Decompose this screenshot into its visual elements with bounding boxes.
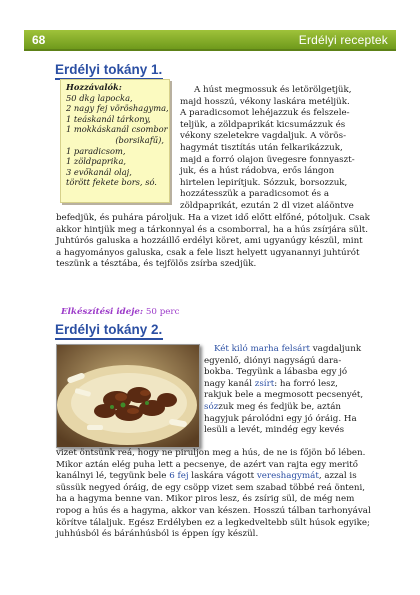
text-line: egyenlő, diónyi nagyságú dara-: [204, 355, 342, 366]
ingredient-item: 50 dkg lapocka,: [66, 92, 133, 103]
recipe1-title: Erdélyi tokány 1.: [55, 62, 163, 77]
ingredient-item: 1 paradicsom,: [66, 145, 126, 156]
text-line: akkor hintjük meg a tárkonnyal és a csomborral, ha a hús zsírjára sült.: [56, 224, 368, 235]
ingredients-title: Hozzávalók:: [66, 82, 122, 92]
ingredient-item: (borsikafű),: [115, 134, 164, 145]
ingredient-item: 2 nagy fej vöröshagyma,: [66, 103, 169, 114]
text-line: Mikor aztán elég puha lett a pecsenye, de azért van rajta egy meritő: [56, 459, 358, 470]
text-fragment: laskára vágott: [188, 471, 257, 482]
text-line: [204, 402, 386, 414]
page-header: [24, 30, 396, 49]
text-fragment: : ha forró lesz,: [274, 378, 338, 389]
header-rule: [24, 49, 396, 51]
text-line: lesüli a levét, mindég egy kevés: [204, 425, 345, 436]
text-fragment: vagdaljunk: [310, 344, 362, 354]
page-number: 68: [32, 32, 46, 47]
text-line: Juhtúrós galuska a hozzáillő erdélyi köret, ami ugyanúgy készül, mint: [56, 236, 363, 247]
text-line: majd a forró olajon üvegesre fonnyaszt-: [180, 154, 355, 165]
prep-time: [61, 307, 179, 317]
text-line: süssük negyed óráig, de egy csöpp vizet sem szabad többé reá önteni,: [56, 482, 366, 493]
highlight-ingredient: zsírt: [254, 378, 275, 389]
recipe1-body-full: [56, 213, 386, 271]
text-line: hozzátesszük a paradicsomot és a: [180, 189, 330, 200]
text-line: [204, 344, 386, 356]
ingredient-item: 1 zöldpaprika,: [66, 156, 127, 167]
text-line: juk, és a húst rádobva, erős lángon: [180, 166, 335, 177]
text-line: hirtelen lepirítjuk. Sózzuk, borsozzuk,: [180, 177, 348, 188]
highlight-ingredient: Két kiló marha felsárt: [214, 344, 310, 354]
text-line: hagyjuk párolódni egy jó óráig. Ha: [204, 413, 357, 424]
text-line: vizet öntsünk reá, hogy ne piruljon meg a hús, de ne is főjön bő lében.: [56, 448, 366, 458]
text-line: hagymát tisztítás után felkarikázzuk,: [180, 142, 343, 153]
text-line: vékony szeletekre vagdaljuk. A vörös-: [180, 131, 347, 142]
text-line: rakjuk bele a megmosott pecsenyét,: [204, 390, 364, 401]
text-line: ropog a hús és a hagyma, akkor van készen. Hosszú tálban tarhonyával: [56, 505, 371, 516]
recipe2-title-underline: [55, 338, 163, 340]
text-line: ha a hagyma benne van. Mikor piros lesz, és zsírig sül, de még nem: [56, 494, 355, 505]
text-fragment: , azzal is: [318, 471, 357, 482]
ingredient-item: törött fekete bors, só.: [66, 177, 157, 188]
ingredient-item: 1 mokkáskanál csombor: [66, 124, 168, 135]
recipe2-title: Erdélyi tokány 2.: [55, 322, 163, 337]
ingredient-item: 3 evőkanál olaj,: [66, 166, 132, 177]
text-line: bokba. Tegyünk a lábasba egy jó: [204, 367, 348, 378]
text-line: majd hosszú, vékony laskára metéljük.: [180, 96, 350, 107]
recipe2-body-right: [204, 344, 386, 437]
ingredients-box: [60, 79, 170, 203]
highlight-ingredient: 6 fej: [169, 471, 189, 482]
recipe1-body-right: [180, 85, 386, 213]
text-line: A paradicsomot lehéjazzuk és felszele-: [180, 108, 350, 119]
text-line: a hagyományos galuska, csak a fele liszt helyett ugyanannyi juhtúrót: [56, 247, 360, 258]
text-line: teljük, a zöldpaprikát kicsumázzuk és: [180, 119, 346, 130]
recipe2-body-full: [56, 448, 386, 541]
text-line: körítve tálaljuk. Egész Erdélyben ez a legkedveltebb sült húsok egyike;: [56, 517, 370, 528]
text-fragment: zuk meg és fedjük be, aztán: [218, 401, 342, 412]
text-fragment: nagy kanál: [204, 378, 255, 389]
text-line: [56, 471, 386, 483]
text-line: befedjük, és puhára pároljuk. Ha a vizet idő előtt elfőné, pótoljuk. Csak: [56, 213, 370, 223]
prep-time-label: Elkészítési ideje:: [61, 307, 144, 317]
dish-photo: [56, 344, 200, 448]
text-line: zöldpaprikát, ezután 2 dl vizet aláöntve: [180, 200, 354, 211]
text-line: teszünk a tésztába, és tejfölös zsírba szedjük.: [56, 259, 257, 270]
text-fragment: kanálnyi lé, tegyünk bele: [56, 471, 170, 482]
chapter-title: Erdélyi receptek: [298, 32, 388, 47]
prep-time-value: 50 perc: [145, 307, 180, 317]
text-line: A húst megmossuk és letörölgetjük,: [194, 85, 352, 95]
text-line: juhhúsból és báránhúsból is éppen így készül.: [56, 529, 259, 540]
ingredient-item: 1 teáskanál tárkony,: [66, 113, 151, 124]
text-line: [204, 379, 386, 391]
highlight-ingredient: sóz: [204, 401, 219, 412]
highlight-ingredient: vereshagymát: [256, 471, 319, 482]
